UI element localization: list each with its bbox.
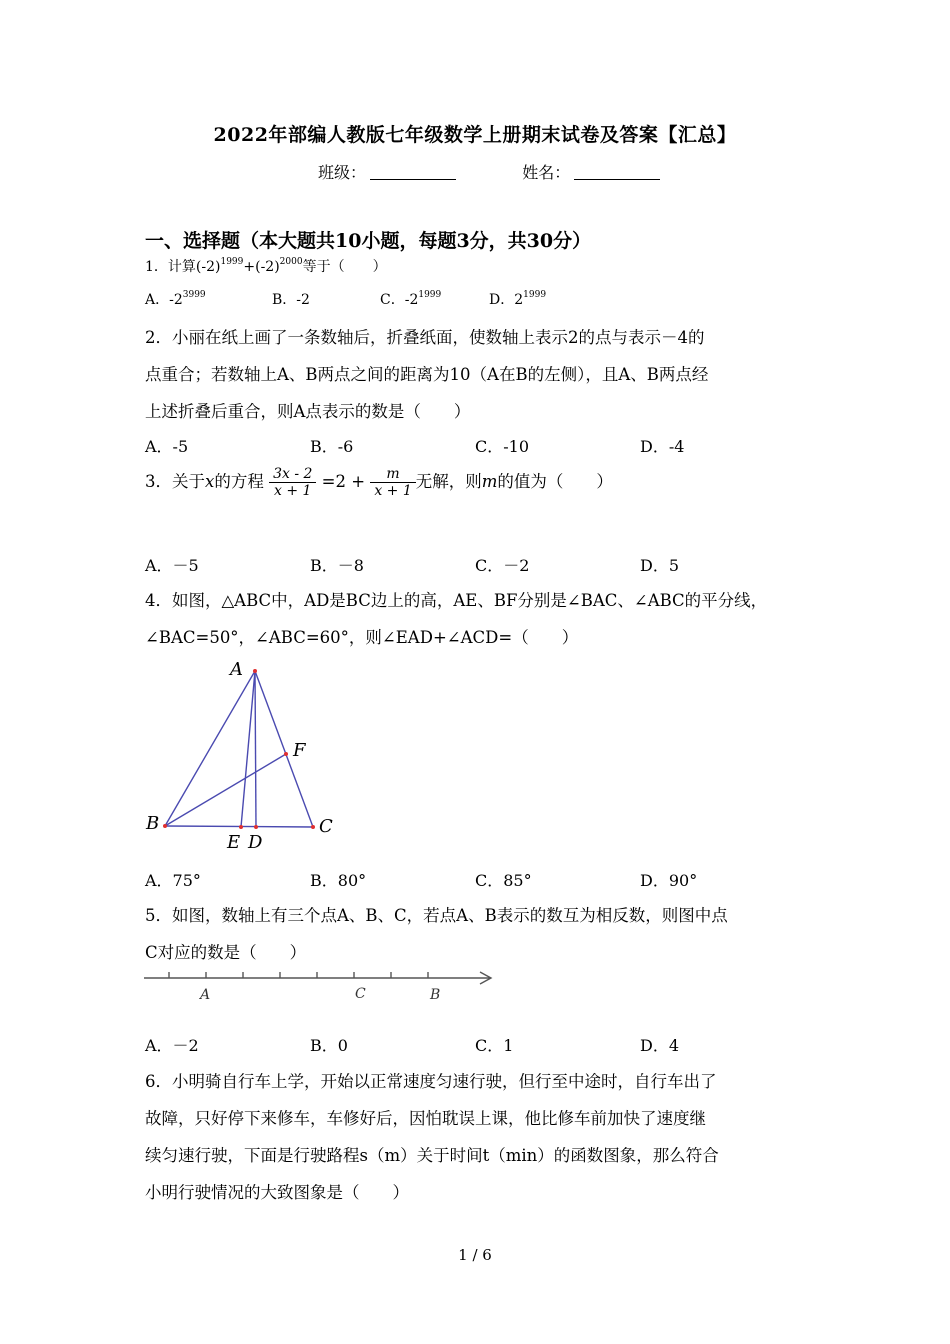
question-4-line2: ∠BAC=50°，∠ABC=60°，则∠EAD+∠ACD=（ ） (145, 628, 579, 647)
q1-option-d[interactable]: D．$2^{1999}$ (489, 290, 547, 308)
q4-option-a[interactable]: A．75° (145, 871, 201, 890)
point-a (253, 669, 257, 673)
question-5-line2: C对应的数是（ ） (145, 943, 307, 962)
label-point-b: B (430, 987, 441, 1003)
class-blank[interactable] (370, 165, 456, 180)
label-point-c: C (355, 986, 366, 1002)
q3-option-d[interactable]: D．5 (640, 556, 680, 575)
name-blank[interactable] (574, 165, 660, 180)
fraction-1: $\frac{3x - 2}{x + 1}$ (269, 466, 316, 499)
bisector-bf (165, 754, 286, 826)
question-2-line3: 上述折叠后重合，则A点表示的数是（ ） (145, 402, 471, 421)
question-6-line4: 小明行驶情况的大致图象是（ ） (145, 1183, 409, 1202)
class-label: 班级： (318, 163, 367, 182)
q2-option-c[interactable]: C．-10 (475, 437, 530, 456)
question-4-line1: 4．如图，△ABC中，AD是BC边上的高，AE、BF分别是∠BAC、∠ABC的平分线， (145, 591, 768, 610)
q1-option-c[interactable]: C．$-2^{1999}$ (380, 290, 442, 308)
q1-option-b[interactable]: B．-2 (272, 292, 310, 308)
question-6-line3: 续匀速行驶，下面是行驶路程s（m）关于时间t（min）的函数图象，那么符合 (145, 1146, 719, 1165)
question-6-line1: 6．小明骑自行车上学，开始以正常速度匀速行驶，但行至中途时，自行车出了 (145, 1072, 717, 1091)
label-point-a: A (200, 987, 211, 1003)
question-1: 1．计算$(-2)^{1999}+(-2)^{2000}$等于（ ） (145, 257, 387, 275)
point-b (163, 824, 167, 828)
side-bc (165, 826, 313, 827)
bisector-ae (241, 671, 255, 827)
triangle-figure (140, 655, 350, 855)
altitude-ad (255, 671, 256, 827)
label-c: C (319, 816, 333, 837)
point-f (284, 752, 288, 756)
question-2-line2: 点重合；若数轴上A、B两点之间的距离为10（A在B的左侧），且A、B两点经 (145, 365, 709, 384)
number-line-ticks (169, 972, 428, 978)
q3-option-a[interactable]: A．－5 (145, 556, 199, 575)
student-info (318, 160, 660, 183)
number-line-figure (140, 965, 500, 1010)
question-2-line1: 2．小丽在纸上画了一条数轴后，折叠纸面，使数轴上表示2的点与表示－4的 (145, 328, 705, 347)
q4-option-c[interactable]: C．85° (475, 871, 532, 890)
question-6-line2: 故障，只好停下来修车，车修好后，因怕耽误上课，他比修车前加快了速度继 (145, 1109, 706, 1128)
q2-option-b[interactable]: B．-6 (310, 437, 354, 456)
q4-option-b[interactable]: B．80° (310, 871, 367, 890)
q2-option-d[interactable]: D．-4 (640, 437, 685, 456)
q5-option-b[interactable]: B．0 (310, 1036, 348, 1055)
side-ab (165, 671, 255, 826)
section-heading: 一、选择题（本大题共10小题，每题3分，共30分） (145, 230, 592, 252)
q5-option-a[interactable]: A．－2 (145, 1036, 199, 1055)
q3-option-b[interactable]: B．－8 (310, 556, 364, 575)
page-title: 2022年部编人教版七年级数学上册期末试卷及答案【汇总】 (213, 124, 737, 146)
q5-option-c[interactable]: C．1 (475, 1036, 514, 1055)
q5-option-d[interactable]: D．4 (640, 1036, 680, 1055)
q3-option-c[interactable]: C．－2 (475, 556, 530, 575)
label-f: F (293, 740, 306, 761)
label-e: E (227, 832, 241, 853)
label-b: B (146, 813, 160, 834)
point-c (311, 825, 315, 829)
q4-option-d[interactable]: D．90° (640, 871, 698, 890)
fraction-2: $\frac{m}{x + 1}$ (370, 466, 415, 499)
label-a: A (230, 659, 243, 680)
point-e (239, 825, 243, 829)
point-d (254, 825, 258, 829)
question-3: 3．关于x的方程 $\frac{3x - 2}{x + 1}$ =2 + $\frac{m}{x + 1}$ 无解，则m的值为（ ） (145, 466, 613, 499)
label-d: D (248, 832, 263, 853)
q1-option-a[interactable]: A．$-2^{3999}$ (145, 290, 206, 308)
q2-option-a[interactable]: A．-5 (145, 437, 189, 456)
name-label: 姓名： (522, 163, 571, 182)
question-5-line1: 5．如图，数轴上有三个点A、B、C，若点A、B表示的数互为相反数，则图中点 (145, 906, 728, 925)
page-number: 1 / 6 (458, 1246, 492, 1264)
